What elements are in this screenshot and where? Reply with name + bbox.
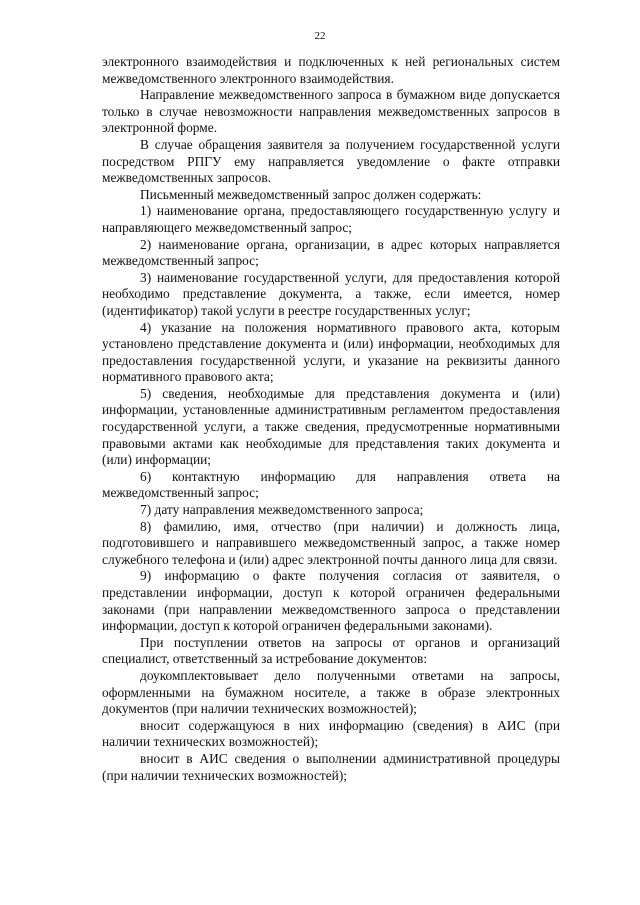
list-item-3: 3) наименование государственной услуги, для предоставления которой необходимо представление документа, а также, если имеется, номер (идентификатор) такой услуги в реестре государственных услуг; bbox=[102, 269, 560, 318]
list-item-2: 2) наименование органа, организации, в адрес которых направляется межведомственный запрос; bbox=[102, 236, 560, 269]
list-item-8: 8) фамилию, имя, отчество (при наличии) и должность лица, подготовившего и направившего межведомственный запрос, а также номер служебного телефона и (или) адрес электронной почты данного лица для связи. bbox=[102, 518, 560, 567]
page-number: 22 bbox=[314, 30, 326, 42]
list-item-1: 1) наименование органа, предоставляющего государственную услугу и направляющего межведомственный запрос; bbox=[102, 203, 560, 235]
action-item-enter-info: вносит содержащуюся в них информацию (сведения) в АИС (при наличии технических возможностей); bbox=[102, 717, 560, 750]
action-item-complete-file: доукомплектовывает дело полученными ответами на запросы, оформленными на бумажном носителе, а также в образе электронных документов (при наличии технических возможностей); bbox=[102, 667, 560, 717]
list-item-7: 7) дату направления межведомственного запроса; bbox=[140, 502, 424, 518]
paragraph-responses: При поступлении ответов на запросы от органов и организаций специалист, ответственный за истребование документов: bbox=[102, 634, 560, 667]
list-item-9: 9) информацию о факте получения согласия от заявителя, о представлении информации, доступ к которой ограничен федеральными законами (при направлении межведомственного запроса о представлении информации, доступ к которой ограничен федеральными законами). bbox=[102, 568, 560, 634]
paragraph-paper-request: Направление межведомственного запроса в бумажном виде допускается только в случае невозможности направления межведомственных запросов в электронной форме. bbox=[102, 87, 560, 136]
list-item-6: 6) контактную информацию для направления ответа на межведомственный запрос; bbox=[102, 468, 560, 501]
paragraph-request-contents: Письменный межведомственный запрос должен содержать: bbox=[140, 186, 482, 202]
list-item-4: 4) указание на положения нормативного правового акта, которым установлено представление документа и (или) информации, необходимых для предоставления государственной услуги, и указание на реквизиты данного нормативного правового акта; bbox=[102, 319, 560, 385]
document-body bbox=[102, 54, 560, 784]
paragraph-rpgu-notice: В случае обращения заявителя за получением государственной услуги посредством РПГУ ему направляется уведомление о факте отправки межведомственных запросов. bbox=[102, 136, 560, 186]
action-item-enter-completion: вносит в АИС сведения о выполнении административной процедуры (при наличии технических возможностей); bbox=[102, 750, 560, 783]
paragraph-continuation: электронного взаимодействия и подключенных к ней региональных систем межведомственного электронного взаимодействия. bbox=[102, 54, 560, 86]
list-item-5: 5) сведения, необходимые для представления документа и (или) информации, установленные административным регламентом предоставления государственной услуги, а также сведения, предусмотренные нормативными правовыми актами как необходимые для представления таких документа и (или) информации; bbox=[102, 385, 560, 468]
